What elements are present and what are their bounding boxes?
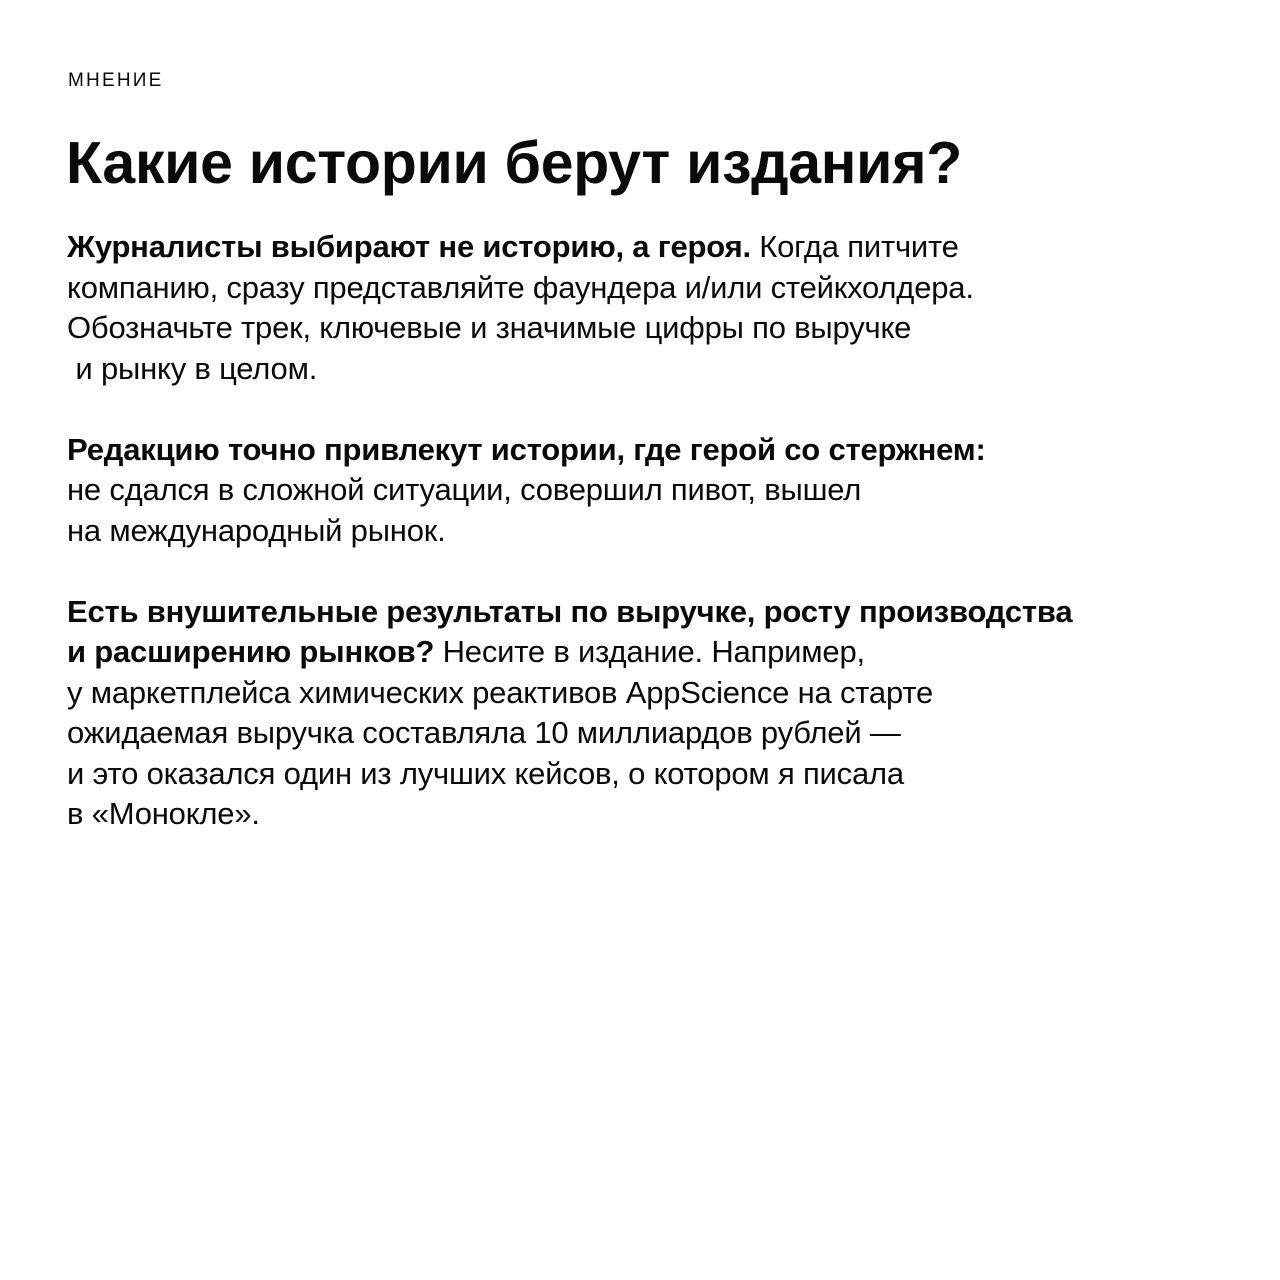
bold-lead: Журналисты выбирают не историю, а героя.: [67, 229, 751, 264]
article-body: [67, 227, 1237, 875]
regular-text: Несите в издание. Например,: [434, 634, 865, 669]
page-title: Какие истории берут издания?: [66, 130, 962, 196]
regular-text: и рынку в целом.: [67, 350, 318, 386]
bold-lead: и расширению рынков?: [67, 634, 435, 669]
text-line: [67, 430, 1237, 471]
text-line: [67, 227, 1237, 268]
regular-text: Когда питчите: [750, 229, 959, 264]
regular-text: на международный рынок.: [67, 512, 446, 548]
text-line: [67, 713, 1237, 754]
regular-text: в «Монокле».: [67, 796, 260, 831]
text-line: [67, 592, 1237, 633]
regular-text: не сдался в сложной ситуации, совершил пивот, вышел: [67, 472, 862, 507]
text-line: [67, 470, 1237, 511]
text-line: [67, 673, 1237, 714]
regular-text: и это оказался один из лучших кейсов, о котором я писала: [67, 755, 904, 791]
section-kicker: МНЕНИЕ: [68, 70, 164, 91]
text-line: [67, 349, 1237, 390]
text-line: [67, 754, 1237, 795]
text-line: [67, 308, 1237, 349]
paragraph-editorial: [67, 430, 1237, 552]
paragraph-hero: [67, 227, 1237, 389]
text-line: [67, 511, 1237, 552]
text-line: [67, 794, 1237, 835]
paragraph-results: [67, 592, 1237, 835]
regular-text: у маркетплейса химических реактивов AppScience на старте: [67, 674, 934, 710]
text-line: [67, 268, 1237, 309]
regular-text: ожидаемая выручка составляла 10 миллиардов рублей —: [67, 715, 901, 750]
text-line: [67, 632, 1237, 673]
regular-text: компанию, сразу представляйте фаундера и/или стейкхолдера.: [67, 269, 974, 305]
bold-lead: Есть внушительные результаты по выручке, росту производства: [67, 593, 1073, 629]
bold-lead: Редакцию точно привлекут истории, где герой со стержнем:: [67, 431, 986, 467]
regular-text: Обозначьте трек, ключевые и значимые цифры по выручке: [67, 310, 912, 345]
